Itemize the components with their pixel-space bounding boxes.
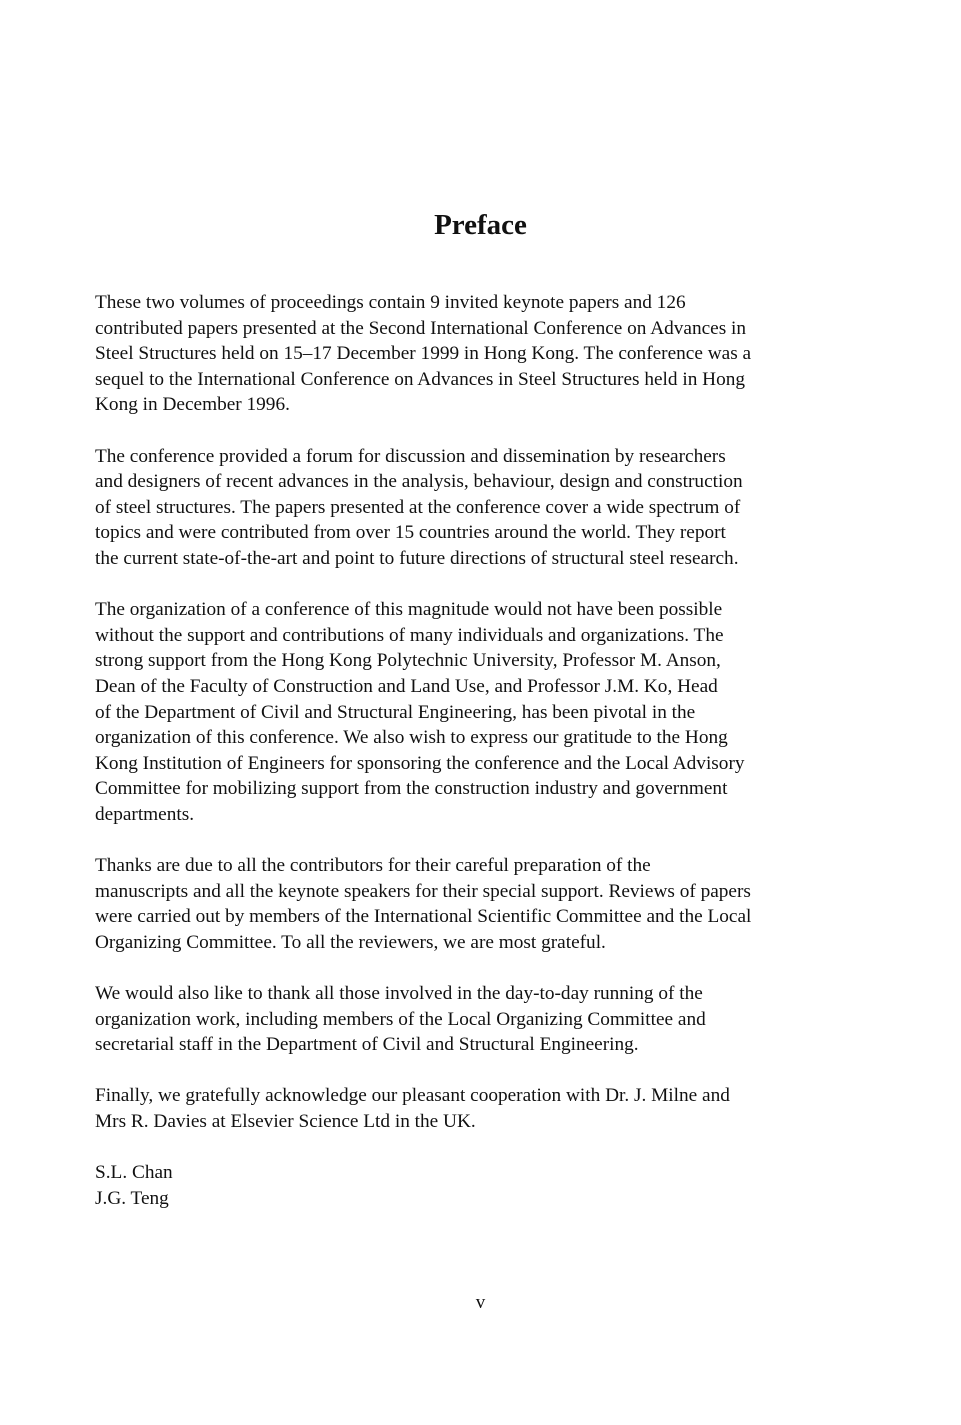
author-name: J.G. Teng <box>95 1187 169 1209</box>
text-line: Kong in December 1996. <box>95 394 290 416</box>
text-line: manuscripts and all the keynote speakers for their special support. Reviews of papers <box>95 880 751 902</box>
text-line: Mrs R. Davies at Elsevier Science Ltd in the UK. <box>95 1111 476 1132</box>
paragraph-5 <box>95 981 885 1058</box>
paragraph-6 <box>95 1083 885 1134</box>
paragraph-4 <box>95 853 885 955</box>
preface-body <box>95 290 885 1237</box>
text-line: secretarial staff in the Department of Civil and Structural Engineering. <box>95 1034 639 1056</box>
text-line: without the support and contributions of many individuals and organizations. The <box>95 624 724 646</box>
text-line: The organization of a conference of this magnitude would not have been possible <box>95 599 723 621</box>
text-line: of steel structures. The papers presented at the conference cover a wide spectrum of <box>95 496 741 518</box>
paragraph-3 <box>95 597 885 827</box>
text-line: Thanks are due to all the contributors for their careful preparation of the <box>95 855 651 877</box>
text-line: These two volumes of proceedings contain 9 invited keynote papers and 126 <box>95 292 686 313</box>
text-line: contributed papers presented at the Second International Conference on Advances in <box>95 317 747 339</box>
text-line: We would also like to thank all those involved in the day-to-day running of the <box>95 983 703 1005</box>
text-line: topics and were contributed from over 15 countries around the world. They report <box>95 522 726 544</box>
text-line: organization work, including members of the Local Organizing Committee and <box>95 1008 706 1030</box>
paragraph-1 <box>95 290 885 418</box>
text-line: Dean of the Faculty of Construction and Land Use, and Professor J.M. Ko, Head <box>95 675 718 697</box>
text-line: Organizing Committee. To all the reviewers, we are most grateful. <box>95 931 606 953</box>
text-line: strong support from the Hong Kong Polytechnic University, Professor M. Anson, <box>95 650 721 672</box>
text-line: were carried out by members of the International Scientific Committee and the Local <box>95 906 752 928</box>
text-line: departments. <box>95 803 195 825</box>
paragraph-2 <box>95 444 885 572</box>
text-line: Steel Structures held on 15–17 December 1999 in Hong Kong. The conference was a <box>95 343 752 365</box>
text-line: the current state-of-the-art and point to future directions of structural steel research. <box>95 547 739 569</box>
signatures <box>95 1160 885 1211</box>
text-line: of the Department of Civil and Structural Engineering, has been pivotal in the <box>95 701 696 723</box>
text-line: sequel to the International Conference on Advances in Steel Structures held in Hong <box>95 368 746 390</box>
text-line: and designers of recent advances in the analysis, behaviour, design and construction <box>95 471 743 493</box>
page-number: v <box>475 1292 486 1313</box>
page-title: Preface <box>434 209 527 241</box>
author-name: S.L. Chan <box>95 1162 173 1184</box>
text-line: The conference provided a forum for discussion and dissemination by researchers <box>95 445 726 467</box>
text-line: organization of this conference. We also wish to express our gratitude to the Hong <box>95 727 728 749</box>
text-line: Finally, we gratefully acknowledge our pleasant cooperation with Dr. J. Milne and <box>95 1085 730 1107</box>
text-line: Kong Institution of Engineers for sponsoring the conference and the Local Advisory <box>95 752 745 774</box>
text-line: Committee for mobilizing support from the construction industry and government <box>95 778 728 800</box>
